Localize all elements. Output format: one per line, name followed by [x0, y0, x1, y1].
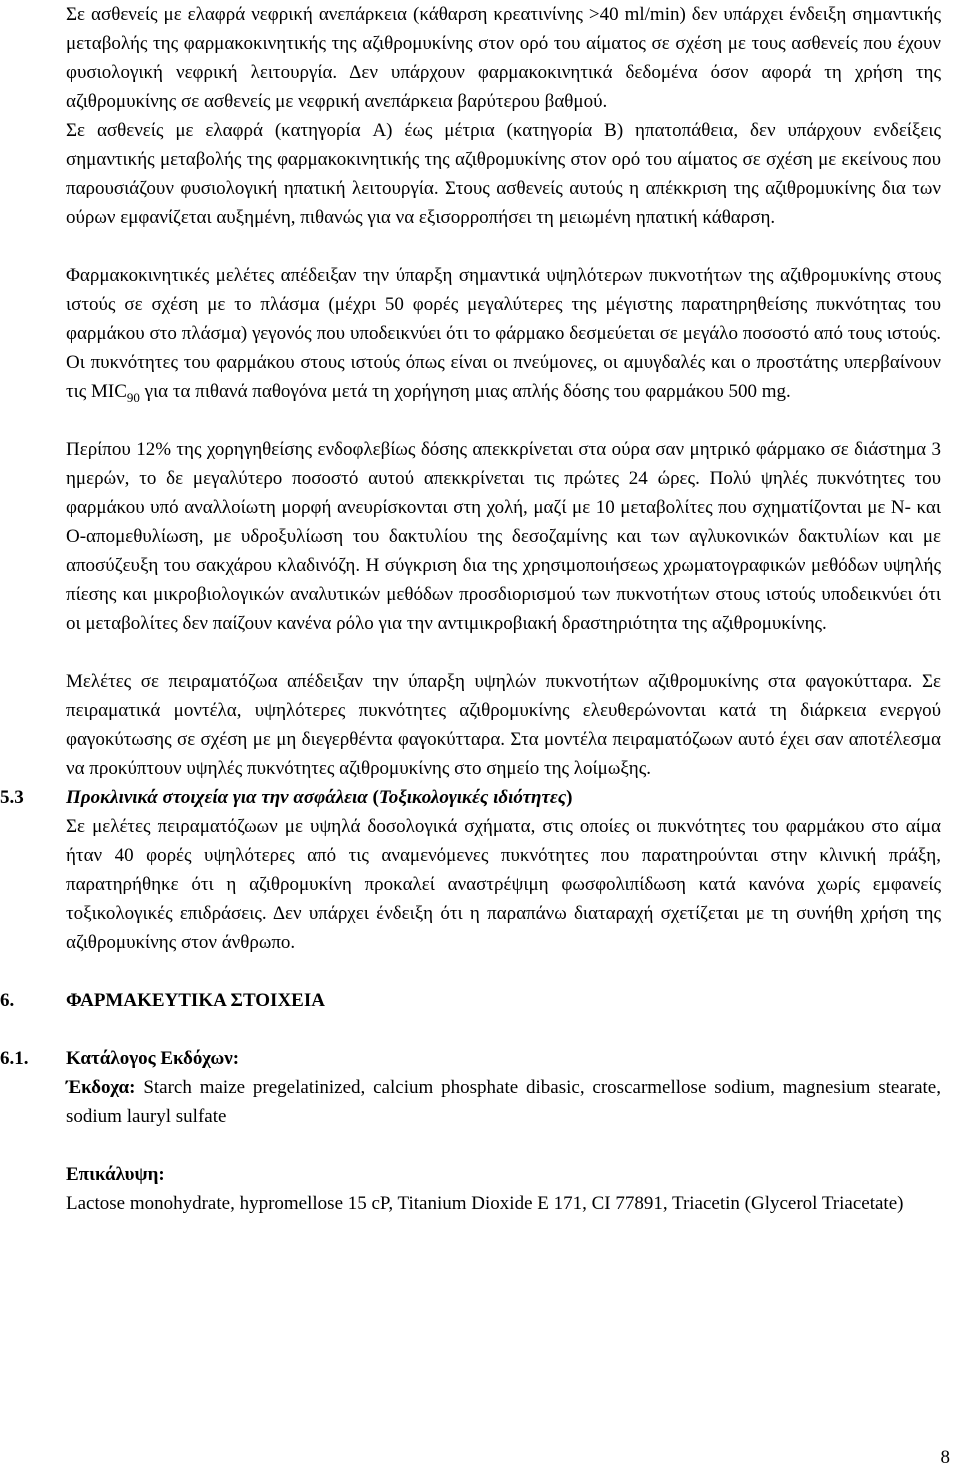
- paragraph-excretion: Περίπου 12% της χορηγηθείσης ενδοφλεβίως δόσης απεκκρίνεται στα ούρα σαν μητρικό φάρμακο σε διάστημα 3 ημερών, το δε μεγαλύτερο ποσοστό αυτού απεκκρίνεται τις πρώτες 24 ώρες. Πολύ ψηλές πυκνότητες του φαρμάκου υπό αναλλοίωτη μορφή ανευρίσκονται στη χολή, μαζί με 10 μεταβολίτες που σχηματίζονται με N- και O-απομεθυλίωση, με υδροξυλίωση του δακτυλίου της δεσοζαμίνης και των αγλυκονικών δακτυλίων και με αποσύζευξη του σακχάρου κλαδινόζη. Η σύγκριση δια της χρησιμοποιήσεως χρωματογραφικών μεθόδων υψηλής πίεσης και μικροβιολογικών αναλυτικών μεθόδων προσδιορισμού των πυκνοτήτων στους ιστούς υποδεικνύει ότι οι μεταβολίτες δεν παίζουν κανένα ρόλο για την αντιμικροβιακή δραστηριότητα της αζιθρομυκίνης.: [66, 439, 941, 634]
- paragraph-tissue-concentrations: [66, 261, 941, 406]
- section-5-3: [0, 783, 941, 957]
- section-6-1-number: 6.1.: [0, 1048, 29, 1069]
- section-5-3-paren-close: ): [566, 787, 573, 808]
- section-5-3-heading: [66, 783, 941, 812]
- section-6-title: ΦΑΡΜΑΚΕΥΤΙΚΑ ΣΤΟΙΧΕΙΑ: [66, 990, 325, 1011]
- paragraph-renal-impairment: Σε ασθενείς με ελαφρά νεφρική ανεπάρκεια (κάθαρση κρεατινίνης >40 ml/min) δεν υπάρχει ένδειξη σημαντικής μεταβολής της φαρμακοκινητικής της αζιθρομυκίνης στον ορό του αίματος σε σχέση με τους ασθενείς που έχουν φυσιολογική νεφρική λειτουργία. Δεν υπάρχουν φαρμακοκινητικά δεδομένα όσον αφορά τη χρήση της αζιθρομυκίνης σε ασθενείς με νεφρική ανεπάρκεια βαρύτερου βαθμού.: [66, 4, 941, 112]
- section-5-3-number: 5.3: [0, 787, 24, 808]
- section-6-1: [0, 1044, 941, 1218]
- excipients-text: Starch maize pregelatinized, calcium phosphate dibasic, croscarmellose sodium, magnesium stearate, sodium lauryl sulfate: [66, 1077, 941, 1127]
- mic-subscript: 90: [126, 389, 140, 405]
- page-number: 8: [940, 1447, 950, 1468]
- section-5-3-subtitle: Τοξικολογικές ιδιότητες: [378, 787, 567, 808]
- excipients-paragraph: [66, 1073, 941, 1131]
- tissue-text-end: για τα πιθανά παθογόνα μετά τη χορήγηση μιας απλής δόσης του φαρμάκου 500 mg.: [139, 381, 791, 402]
- coating-label: Επικάλυψη:: [66, 1164, 165, 1185]
- section-5-3-body: Σε μελέτες πειραματόζωων με υψηλά δοσολογικά σχήματα, στις οποίες οι πυκνότητες του φαρμάκου στο αίμα ήταν 40 φορές υψηλότερες από τις αναμενόμενες πυκνότητες που παρατηρούνται στην κλινική πράξη, παρατηρήθηκε ότι η αζιθρομυκίνη προκαλεί αναστρέψιμη φωσφολιπίδωση κατά κανόνα χωρίς εμφανείς τοξικολογικές επιδράσεις. Δεν υπάρχει ένδειξη ότι η παραπάνω διαταραχή σχετίζεται με τη συνήθη χρήση της αζιθρομυκίνης στον άνθρωπο.: [66, 816, 941, 953]
- section-6-number: 6.: [0, 990, 15, 1011]
- paragraph-hepatic-impairment: Σε ασθενείς με ελαφρά (κατηγορία A) έως μέτρια (κατηγορία B) ηπατοπάθεια, δεν υπάρχουν ενδείξεις σημαντικής μεταβολής της φαρμακοκινητικής της αζιθρομυκίνης στον ορό του αίματος σε σχέση με εκείνους που παρουσιάζουν φυσιολογική ηπατική λειτουργία. Στους ασθενείς αυτούς η απέκκριση της αζιθρομυκίνης δια των ούρων εμφανίζεται αυξημένη, πιθανώς για να εξισορροπήσει τη μειωμένη ηπατική κάθαρση.: [66, 120, 941, 228]
- section-5-3-paren-open: (: [367, 787, 379, 808]
- coating-text: Lactose monohydrate, hypromellose 15 cP, Titanium Dioxide E 171, CI 77891, Triacetin (Glycerol Triacetate): [66, 1193, 904, 1214]
- section-6: [0, 986, 941, 1015]
- excipients-label: Έκδοχα:: [66, 1077, 136, 1098]
- section-5-3-title: Προκλινικά στοιχεία για την ασφάλεια: [66, 787, 368, 808]
- tissue-text-start: Φαρμακοκινητικές μελέτες απέδειξαν την ύπαρξη σημαντικά υψηλότερων πυκνοτήτων της αζιθρομυκίνης στους ιστούς σε σχέση με το πλάσμα (μέχρι 50 φορές μεγαλύτερες της μέγιστης παρατηρηθείσης πυκνότητας του φαρμάκου στο πλάσμα) γεγονός που υποδεικνύει ότι το φάρμακο δεσμεύεται σε μεγάλο ποσοστό από τους ιστούς. Οι πυκνότητες του φαρμάκου στους ιστούς όπως είναι οι πνεύμονες, οι αμυγδαλές και ο προστάτης υπερβαίνουν τις MIC: [66, 265, 941, 402]
- section-6-1-title: Κατάλογος Εκδόχων:: [66, 1048, 240, 1069]
- paragraph-phagocytes: Μελέτες σε πειραματόζωα απέδειξαν την ύπαρξη υψηλών πυκνοτήτων αζιθρομυκίνης στα φαγοκύτταρα. Σε πειραματικά μοντέλα, υψηλότερες πυκνότητες αζιθρομυκίνης ελευθερώνονται κατά τη διάρκεια ενεργού φαγοκύτωσης σε σχέση με μη διεγερθέντα φαγοκύτταρα. Στα μοντέλα πειραματόζωων αυτό έχει σαν αποτέλεσμα να προκύπτουν υψηλές πυκνότητες αζιθρομυκίνης στο σημείο της λοίμωξης.: [66, 671, 941, 779]
